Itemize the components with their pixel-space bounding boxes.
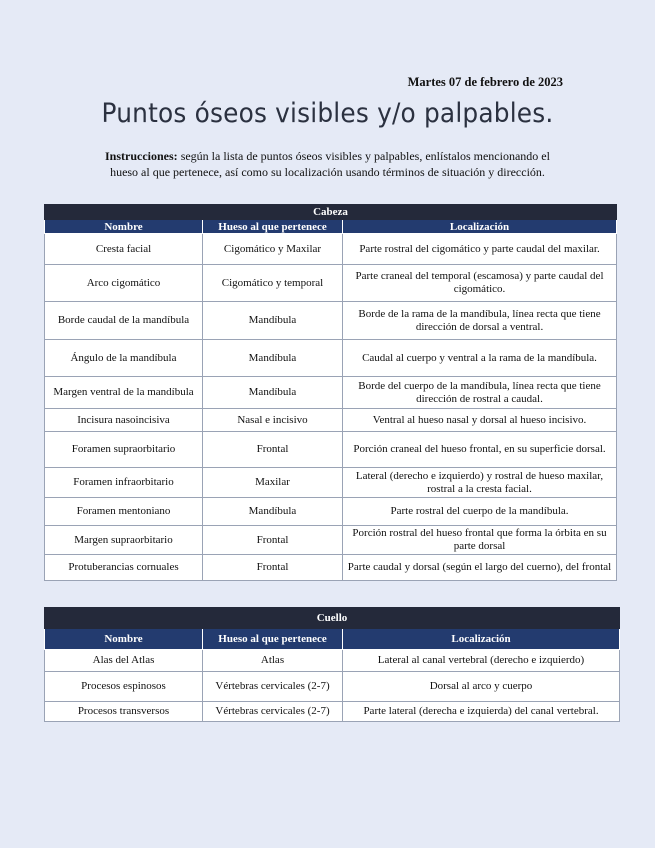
cell-localizacion: Lateral al canal vertebral (derecho e izquierdo) (343, 650, 620, 672)
table-row (45, 526, 617, 555)
cell-hueso: Frontal (203, 526, 343, 555)
table-row (45, 468, 617, 498)
cell-localizacion: Parte craneal del temporal (escamosa) y parte caudal del cigomático. (343, 265, 617, 302)
cell-hueso: Mandíbula (203, 377, 343, 409)
cell-nombre: Foramen mentoniano (45, 498, 203, 526)
cell-nombre: Procesos transversos (45, 702, 203, 722)
cell-nombre: Arco cigomático (45, 265, 203, 302)
cell-localizacion: Caudal al cuerpo y ventral a la rama de la mandíbula. (343, 340, 617, 377)
cell-hueso: Mandíbula (203, 340, 343, 377)
cell-localizacion: Parte rostral del cuerpo de la mandíbula. (343, 498, 617, 526)
cell-hueso: Cigomático y Maxilar (203, 234, 343, 265)
table-caption: Cabeza (45, 205, 617, 220)
cell-localizacion: Lateral (derecho e izquierdo) y rostral de hueso maxilar, rostral a la cresta facial. (343, 468, 617, 498)
cell-nombre: Incisura nasoincisiva (45, 409, 203, 432)
table-row (45, 432, 617, 468)
cell-localizacion: Parte lateral (derecha e izquierda) del canal vertebral. (343, 702, 620, 722)
cell-hueso: Frontal (203, 555, 343, 581)
cell-localizacion: Parte caudal y dorsal (según el largo del cuerno), del frontal (343, 555, 617, 581)
cell-nombre: Ángulo de la mandíbula (45, 340, 203, 377)
cell-nombre: Borde caudal de la mandíbula (45, 302, 203, 340)
cell-hueso: Mandíbula (203, 498, 343, 526)
cell-localizacion: Parte rostral del cigomático y parte caudal del maxilar. (343, 234, 617, 265)
cell-nombre: Foramen infraorbitario (45, 468, 203, 498)
table-caption: Cuello (45, 608, 620, 629)
cell-localizacion: Porción rostral del hueso frontal que forma la órbita en su parte dorsal (343, 526, 617, 555)
cell-nombre: Margen ventral de la mandíbula (45, 377, 203, 409)
cell-localizacion: Dorsal al arco y cuerpo (343, 672, 620, 702)
cell-hueso: Maxilar (203, 468, 343, 498)
cell-nombre: Procesos espinosos (45, 672, 203, 702)
table-row (45, 234, 617, 265)
cell-hueso: Cigomático y temporal (203, 265, 343, 302)
instructions-label: Instrucciones: (105, 149, 178, 163)
cell-hueso: Vértebras cervicales (2-7) (203, 672, 343, 702)
cuello-table (44, 607, 620, 722)
cell-localizacion: Ventral al hueso nasal y dorsal al hueso incisivo. (343, 409, 617, 432)
cell-hueso: Atlas (203, 650, 343, 672)
cell-hueso: Vértebras cervicales (2-7) (203, 702, 343, 722)
table-row (45, 265, 617, 302)
table-row (45, 702, 620, 722)
table-row (45, 302, 617, 340)
cell-nombre: Alas del Atlas (45, 650, 203, 672)
table-row (45, 340, 617, 377)
cell-hueso: Nasal e incisivo (203, 409, 343, 432)
instructions (92, 149, 563, 180)
table-row (45, 409, 617, 432)
table-row (45, 498, 617, 526)
cell-hueso: Mandíbula (203, 302, 343, 340)
cell-localizacion: Porción craneal del hueso frontal, en su superficie dorsal. (343, 432, 617, 468)
column-header-nombre: Nombre (45, 220, 203, 234)
cell-nombre: Protuberancias cornuales (45, 555, 203, 581)
cell-nombre: Foramen supraorbitario (45, 432, 203, 468)
cabeza-table (44, 204, 617, 581)
cell-nombre: Margen supraorbitario (45, 526, 203, 555)
cell-localizacion: Borde de la rama de la mandíbula, línea recta que tiene dirección de dorsal a ventral. (343, 302, 617, 340)
table-row (45, 377, 617, 409)
column-header-hueso: Hueso al que pertenece (203, 220, 343, 234)
cell-nombre: Cresta facial (45, 234, 203, 265)
column-header-localizacion: Localización (343, 629, 620, 650)
column-header-hueso: Hueso al que pertenece (203, 629, 343, 650)
page-title: Puntos óseos visibles y/o palpables. (101, 98, 554, 129)
cell-hueso: Frontal (203, 432, 343, 468)
document-date: Martes 07 de febrero de 2023 (407, 75, 563, 89)
table-row (45, 555, 617, 581)
column-header-nombre: Nombre (45, 629, 203, 650)
table-row (45, 650, 620, 672)
table-row (45, 672, 620, 702)
cell-localizacion: Borde del cuerpo de la mandíbula, línea recta que tiene dirección de rostral a caudal. (343, 377, 617, 409)
column-header-localizacion: Localización (343, 220, 617, 234)
instructions-text: según la lista de puntos óseos visibles y palpables, enlístalos mencionando el hueso al que pertenece, así como su localización usando términos de situación y dirección. (110, 149, 550, 179)
